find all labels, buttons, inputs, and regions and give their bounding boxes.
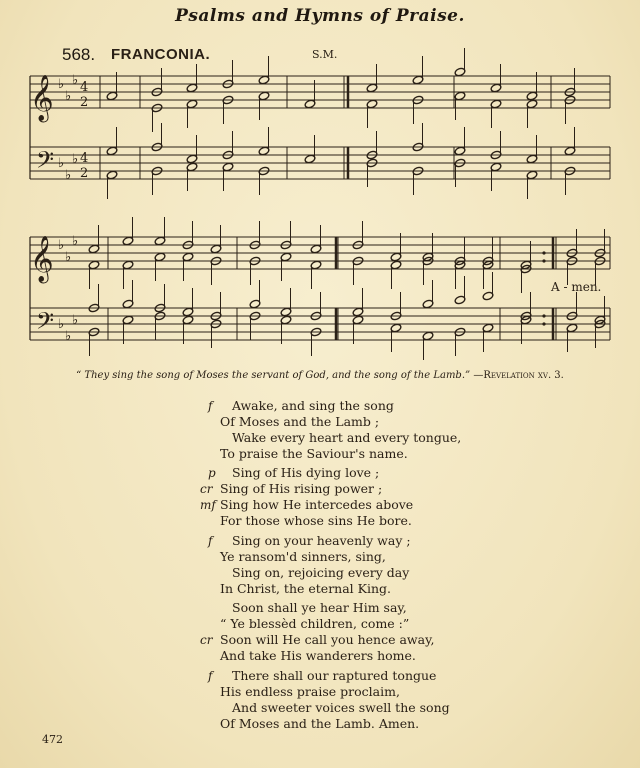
verse-line: [0, 549, 640, 565]
verse-text: Sing of His rising power ;: [220, 481, 383, 496]
flat-sign: ♭: [58, 156, 65, 171]
flat-sign: ♭: [65, 250, 72, 265]
dynamic-marking: f: [208, 399, 213, 413]
verse-line: [0, 430, 640, 446]
verse-line: [0, 565, 640, 581]
citation-reference: —Revelation xv. 3.: [473, 370, 564, 381]
verse-text: Of Moses and the Lamb ;: [220, 414, 380, 429]
scripture-citation: [0, 370, 640, 381]
dynamic-marking: p: [208, 466, 216, 480]
verse-line: [0, 648, 640, 664]
verse-text: Soon will He call you hence away,: [220, 632, 435, 647]
verse-line: [0, 446, 640, 462]
verse-text: There shall our raptured tongue: [232, 668, 437, 683]
verse-line: [0, 616, 640, 632]
system-2: [30, 217, 610, 360]
bass-clef: 𝄢: [36, 146, 55, 179]
verse-text: Wake every heart and every tongue,: [232, 430, 462, 445]
page-number: 472: [42, 733, 63, 746]
verse-line: [0, 600, 640, 616]
system-1: [30, 48, 610, 199]
dynamic-marking: f: [208, 669, 213, 683]
flat-sign: ♭: [72, 234, 79, 249]
stanza-3: [0, 533, 640, 597]
verse-text: Ye ransom'd sinners, sing,: [220, 549, 386, 564]
verse-text: Of Moses and the Lamb. Amen.: [220, 716, 420, 731]
dot: [542, 259, 545, 262]
dynamic-marking: f: [208, 534, 213, 548]
treble-clef: 𝄞: [30, 75, 54, 121]
verse-text: To praise the Saviour's name.: [220, 446, 408, 461]
meter: S.M.: [312, 48, 338, 61]
verse-text: Sing of His dying love ;: [232, 465, 380, 480]
flat-sign: ♭: [58, 238, 65, 253]
hymn-number: 568.: [62, 45, 96, 64]
flat-sign: ♭: [72, 152, 79, 167]
verse-line: [0, 497, 640, 513]
bass-clef: 𝄢: [36, 307, 55, 340]
verse-text: His endless praise proclaim,: [220, 684, 400, 699]
verse-text: And sweeter voices swell the song: [232, 700, 450, 715]
verse-line: [0, 533, 640, 549]
verse-line: [0, 398, 640, 414]
stanza-4: [0, 600, 640, 664]
verse-line: [0, 632, 640, 648]
time-signature: 4: [80, 80, 89, 95]
verse-text: Sing on your heavenly way ;: [232, 533, 411, 548]
page-header: Psalms and Hymns of Praise.: [175, 6, 465, 26]
verse-line: [0, 716, 640, 732]
verse-line: [0, 700, 640, 716]
stanza-2: [0, 465, 640, 529]
stanza-5: [0, 668, 640, 732]
verse-line: [0, 581, 640, 597]
flat-sign: ♭: [65, 89, 72, 104]
verse-line: [0, 684, 640, 700]
stanza-1: [0, 398, 640, 462]
flat-sign: ♭: [72, 73, 79, 88]
time-signature: 2: [80, 95, 89, 110]
verse-line: [0, 465, 640, 481]
verse-text: Sing how He intercedes above: [220, 497, 414, 512]
flat-sign: ♭: [58, 77, 65, 92]
flat-sign: ♭: [72, 313, 79, 328]
verse-line: [0, 481, 640, 497]
verse-text: Awake, and sing the song: [232, 398, 394, 413]
verse-line: [0, 668, 640, 684]
tune-name: FRANCONIA.: [111, 46, 211, 63]
verse-text: Sing on, rejoicing every day: [232, 565, 410, 580]
amen-lyric: A - men.: [551, 280, 602, 294]
flat-sign: ♭: [58, 317, 65, 332]
verse-text: For those whose sins He bore.: [220, 513, 412, 528]
time-signature: 4: [80, 151, 89, 166]
citation-quote: “ They sing the song of Moses the servant of God, and the song of the Lamb.”: [76, 370, 471, 381]
music-score: [0, 0, 640, 370]
dynamic-marking: cr: [200, 482, 213, 496]
dot: [542, 251, 545, 254]
dot: [542, 322, 545, 325]
flat-sign: ♭: [65, 168, 72, 183]
verse-line: [0, 513, 640, 529]
dot: [542, 314, 545, 317]
dynamic-marking: mf: [200, 498, 216, 512]
verse-text: And take His wanderers home.: [220, 648, 416, 663]
flat-sign: ♭: [65, 329, 72, 344]
treble-clef: 𝄞: [30, 236, 54, 282]
verse-text: Soon shall ye hear Him say,: [232, 600, 407, 615]
verse-line: [0, 414, 640, 430]
dynamic-marking: cr: [200, 633, 213, 647]
time-signature: 2: [80, 166, 89, 181]
verse-text: “ Ye blessèd children, come :”: [220, 616, 410, 631]
verse-text: In Christ, the eternal King.: [220, 581, 392, 596]
